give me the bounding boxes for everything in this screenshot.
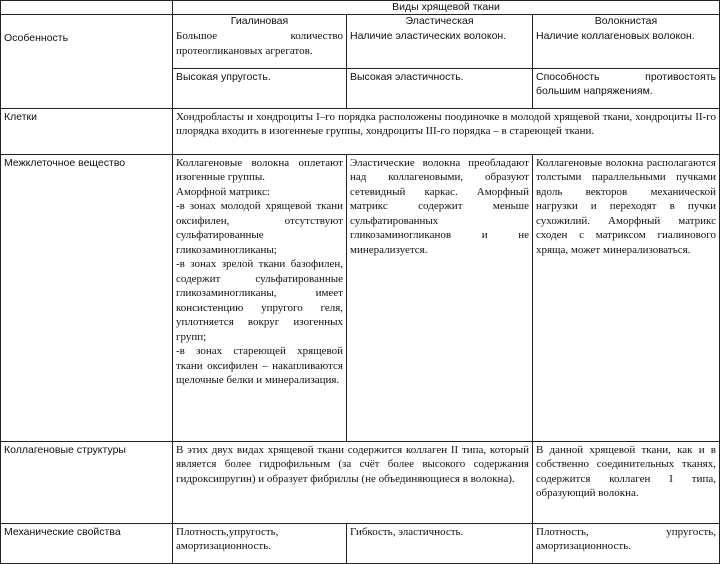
row-label-mechanical: Механические свойства	[1, 523, 173, 563]
table-header-blank	[1, 1, 173, 15]
column-header-hyaline: Гиалиновая	[173, 15, 347, 29]
column-header-elastic: Эластическая	[347, 15, 533, 29]
features-hyaline-2: Высокая упругость.	[173, 68, 347, 108]
matrix-hyaline-line: -в зонах молодой хрящевой ткани оксифилен, отсутствуют сульфатированные гликозаминогликаны;	[176, 200, 343, 256]
collagen-hyaline-elastic: В этих двух видах хрящевой ткани содержится коллаген II типа, который является более гидрофильным (за счёт более высокого содержания гидроксипругин) и образует фибриллы (не объединяющиеся в волокна).	[173, 441, 533, 523]
matrix-fibrous: Коллагеновые волокна располагаются толстыми параллельными пучками вдоль векторов механической нагрузки и переходят в пучки сухожилий. Аморфный матрикс сходен с матриксом гиалинового хряща, может минерализоваться.	[533, 154, 720, 441]
row-label-collagen: Коллагеновые структуры	[1, 441, 173, 523]
matrix-elastic: Эластические волокна преобладают над коллагеновыми, образуют сетевидный каркас. Аморфный матрикс содержит меньше сульфатированных гликозаминогликанов и не минерализуется.	[347, 154, 533, 441]
mechanical-hyaline: Плотность,упругость, амортизационность.	[173, 523, 347, 563]
row-label-features: Особенность	[1, 15, 173, 109]
column-header-fibrous: Волокнистая	[533, 15, 720, 29]
features-elastic-2: Высокая эластичность.	[347, 68, 533, 108]
table-title: Виды хрящевой ткани	[173, 1, 720, 15]
features-elastic-1: Наличие эластических волокон.	[347, 28, 533, 68]
matrix-hyaline-line: Аморфной матрикс:	[176, 185, 270, 198]
matrix-hyaline-line: -в зонах стареющей хрящевой ткани оксифилен – накапливаются щелочные белки и минерализация.	[176, 345, 343, 386]
features-fibrous-2: Способность противостоять большим напряжениям.	[533, 68, 720, 108]
mechanical-fibrous: Плотность, упругость, амортизационность.	[533, 523, 720, 563]
features-hyaline-1: Большое количество протеогликановых агрегатов.	[173, 28, 347, 68]
matrix-hyaline-line: Коллагеновые волокна оплетают изогенные группы.	[176, 156, 343, 183]
row-label-cells: Клетки	[1, 108, 173, 154]
collagen-fibrous: В данной хрящевой ткани, как и в собственно соединительных тканях, содержится коллаген I типа, образующий волокна.	[533, 441, 720, 523]
cells-text: Хондробласты и хондроциты I–го порядка расположены поодиночке в молодой хрящевой ткани, хондроциты II-го плорядка входить в изогеннеые группы, хондроциты III-го порядка – в стареющей ткани.	[173, 108, 720, 154]
features-fibrous-1: Наличие коллагеновых волокон.	[533, 28, 720, 68]
mechanical-elastic: Гибкость, эластичность.	[347, 523, 533, 563]
matrix-hyaline-line: -в зонах зрелой ткани базофилен, содержит сульфатированные гликозаминогликаны, имеет консистенцию упругого геля, уплотняется вокруг изогенных групп;	[176, 258, 343, 343]
row-label-matrix: Межклеточное вещество	[1, 154, 173, 441]
matrix-hyaline	[173, 154, 347, 441]
